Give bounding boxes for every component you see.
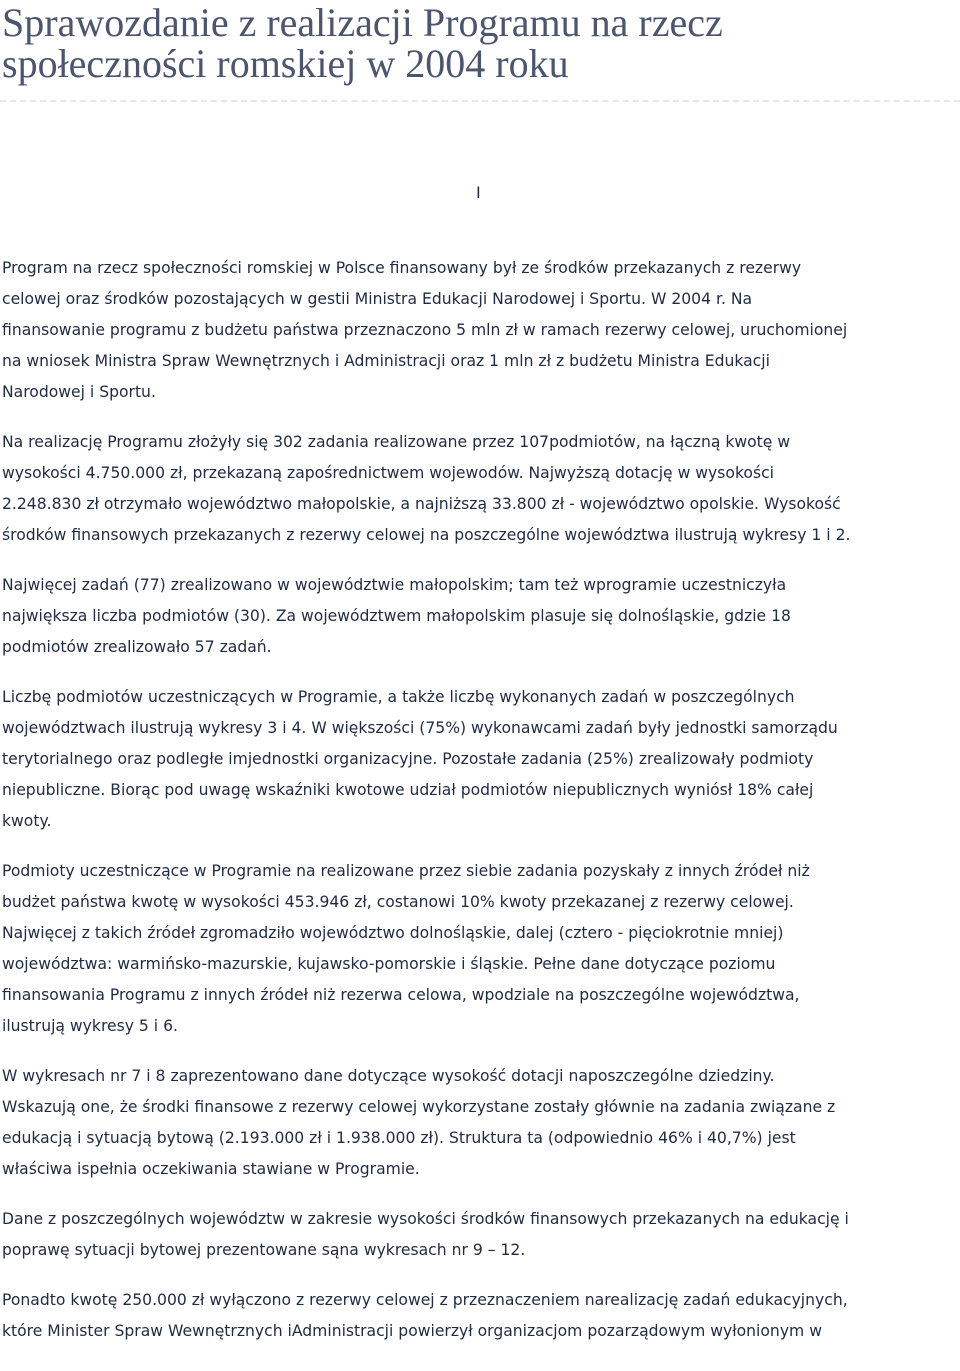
text-line: Dane z poszczególnych województw w zakresie wysokości środków finansowych przekazanych na edukację i bbox=[2, 1210, 849, 1228]
text-line: Ponadto kwotę 250.000 zł wyłączono z rezerwy celowej z przeznaczeniem narealizację zadań edukacyjnych, bbox=[2, 1291, 848, 1309]
text-line: 2.248.830 zł otrzymało województwo małopolskie, a najniższą 33.800 zł - województwo opolskie. Wysokość bbox=[2, 495, 841, 513]
paragraph bbox=[2, 682, 958, 837]
text-line: edukacją i sytuacją bytową (2.193.000 zł i 1.938.000 zł). Struktura ta (odpowiednio 46% i 40,7%) jest bbox=[2, 1129, 796, 1147]
text-line: największa liczba podmiotów (30). Za województwem małopolskim plasuje się dolnośląskie, gdzie 18 bbox=[2, 607, 791, 625]
text-line: które Minister Spraw Wewnętrznych iAdministracji powierzył organizacjom pozarządowym wyłonionym w bbox=[2, 1322, 822, 1340]
text-line: niepubliczne. Biorąc pod uwagę wskaźniki kwotowe udział podmiotów niepublicznych wyniósł 18% całej bbox=[2, 781, 814, 799]
text-line: Liczbę podmiotów uczestniczących w Programie, a także liczbę wykonanych zadań w poszczególnych bbox=[2, 688, 795, 706]
text-line: W wykresach nr 7 i 8 zaprezentowano dane dotyczące wysokość dotacji naposzczególne dziedziny. bbox=[2, 1067, 775, 1085]
paragraph bbox=[2, 427, 958, 551]
text-line: województwa: warmińsko-mazurskie, kujawsko-pomorskie i śląskie. Pełne dane dotyczące poziomu bbox=[2, 955, 776, 973]
text-line: budżet państwa kwotę w wysokości 453.946 zł, costanowi 10% kwoty przekazanej z rezerwy celowej. bbox=[2, 893, 794, 911]
text-line: podmiotów zrealizowało 57 zadań. bbox=[2, 638, 272, 656]
text-line: Najwięcej z takich źródeł zgromadziło województwo dolnośląskie, dalej (cztero - pięciokrotnie mniej) bbox=[2, 924, 784, 942]
text-line: Narodowej i Sportu. bbox=[2, 383, 156, 401]
text-line: środków finansowych przekazanych z rezerwy celowej na poszczególne województwa ilustrują wykresy 1 i 2. bbox=[2, 526, 851, 544]
document-body bbox=[2, 253, 958, 1366]
text-line: Program na rzecz społeczności romskiej w Polsce finansowany był ze środków przekazanych z rezerwy bbox=[2, 259, 802, 277]
paragraph bbox=[2, 1204, 958, 1266]
text-line: Podmioty uczestniczące w Programie na realizowane przez siebie zadania pozyskały z innych źródeł niż bbox=[2, 862, 810, 880]
text-line: poprawę sytuacji bytowej prezentowane sąna wykresach nr 9 – 12. bbox=[2, 1241, 526, 1259]
text-line: Na realizację Programu złożyły się 302 zadania realizowane przez 107podmiotów, na łączną kwotę w bbox=[2, 433, 791, 451]
text-line: finansowanie programu z budżetu państwa przeznaczono 5 mln zł w ramach rezerwy celowej, uruchomionej bbox=[2, 321, 848, 339]
text-line: ilustrują wykresy 5 i 6. bbox=[2, 1017, 178, 1035]
document-title bbox=[2, 2, 952, 84]
text-line: wysokości 4.750.000 zł, przekazaną zapośrednictwem wojewodów. Najwyższą dotację w wysokości bbox=[2, 464, 774, 482]
title-divider bbox=[0, 100, 960, 102]
paragraph bbox=[2, 1061, 958, 1185]
text-line: kwoty. bbox=[2, 812, 52, 830]
text-line: Wskazują one, że środki finansowe z rezerwy celowej wykorzystane zostały głównie na zadania związane z bbox=[2, 1098, 836, 1116]
paragraph bbox=[2, 570, 958, 663]
section-marker: I bbox=[476, 183, 481, 202]
text-line: terytorialnego oraz podległe imjednostki organizacyjne. Pozostałe zadania (25%) zrealizowały podmioty bbox=[2, 750, 814, 768]
text-line: finansowania Programu z innych źródeł niż rezerwa celowa, wpodziale na poszczególne województwa, bbox=[2, 986, 800, 1004]
paragraph bbox=[2, 1285, 958, 1347]
paragraph bbox=[2, 856, 958, 1042]
text-line: celowej oraz środków pozostających w gestii Ministra Edukacji Narodowej i Sportu. W 2004 r. Na bbox=[2, 290, 753, 308]
text-line: województwach ilustrują wykresy 3 i 4. W większości (75%) wykonawcami zadań były jednostki samorządu bbox=[2, 719, 838, 737]
title-line: Sprawozdanie z realizacji Programu na rzecz bbox=[2, 0, 723, 45]
paragraph bbox=[2, 253, 958, 408]
title-line: społeczności romskiej w 2004 roku bbox=[2, 41, 569, 86]
text-line: Najwięcej zadań (77) zrealizowano w województwie małopolskim; tam też wprogramie uczestniczyła bbox=[2, 576, 787, 594]
text-line: właściwa ispełnia oczekiwania stawiane w Programie. bbox=[2, 1160, 420, 1178]
text-line: na wniosek Ministra Spraw Wewnętrznych i Administracji oraz 1 mln zł z budżetu Ministra Edukacji bbox=[2, 352, 770, 370]
